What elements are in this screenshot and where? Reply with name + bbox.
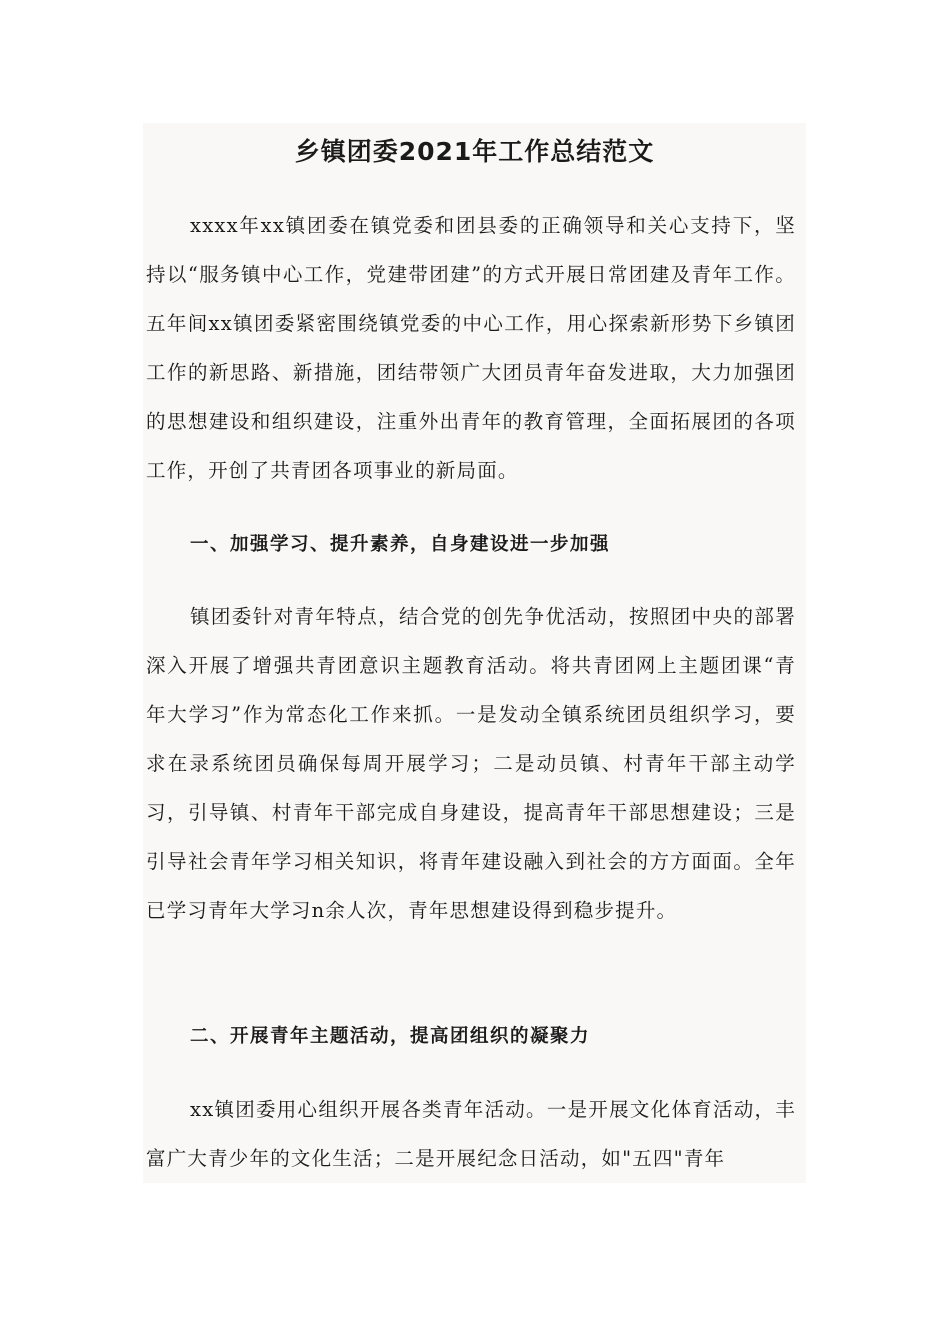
document-title: 乡镇团委2021年工作总结范文 — [294, 137, 655, 166]
section-heading-1: 一、加强学习、提升素养，自身建设进一步加强 — [190, 534, 611, 555]
paragraph-intro: xxxx年xx镇团委在镇党委和团县委的正确领导和关心支持下，坚持以“服务镇中心工作，党建带团建”的方式开展日常团建及青年工作。五年间xx镇团委紧密围绕镇党委的中心工作，用心探索新形势下乡镇团工作的新思路、新措施，团结带领广大团员青年奋发进取，大力加强团的思想建设和组织建设，注重外出青年的教育管理，全面拓展团的各项工作，开创了共青团各项事业的新局面。 — [146, 214, 796, 482]
section-heading-2: 二、开展青年主题活动，提高团组织的凝聚力 — [190, 1026, 591, 1047]
paragraph-section-2: xx镇团委用心组织开展各类青年活动。一是开展文化体育活动，丰富广大青少年的文化生活；二是开展纪念日活动，如"五四"青年 — [146, 1098, 796, 1170]
paragraph-section-1: 镇团委针对青年特点，结合党的创先争优活动，按照团中央的部署深入开展了增强共青团意识主题教育活动。将共青团网上主题团课“青年大学习”作为常态化工作来抓。一是发动全镇系统团员组织学习，要求在录系统团员确保每周开展学习；二是动员镇、村青年干部主动学习，引导镇、村青年干部完成自身建设，提高青年干部思想建设；三是引导社会青年学习相关知识，将青年建设融入到社会的方方面面。全年已学习青年大学习n余人次，青年思想建设得到稳步提升。 — [146, 605, 796, 922]
